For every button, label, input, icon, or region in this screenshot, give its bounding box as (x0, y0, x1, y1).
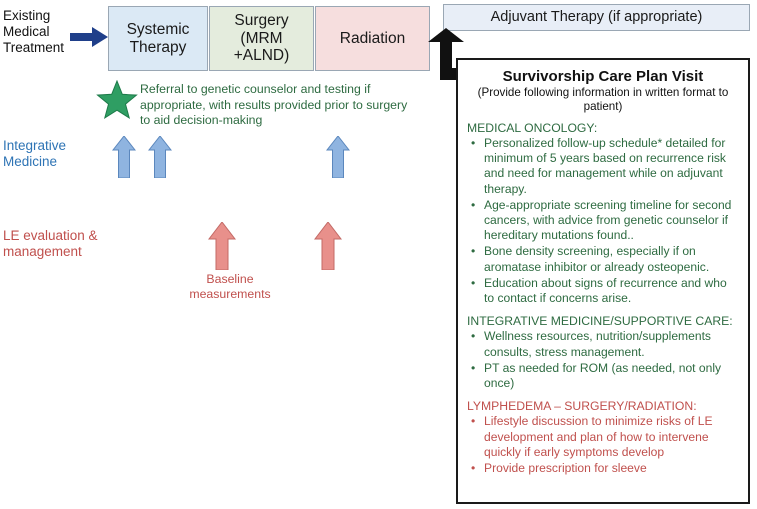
right-arrow-icon (70, 27, 108, 47)
label-existing-medical-treatment: Existing Medical Treatment (3, 8, 65, 55)
list-item: • Provide prescription for sleeve (482, 461, 739, 476)
label-baseline-measurements: Baseline measurements (189, 272, 271, 302)
red-up-arrow-icon (207, 222, 237, 270)
text-genetic-referral: Referral to genetic counselor and testing if appropriate, with results provided prior to surgery to aid decision-making (140, 82, 408, 128)
label-le-evaluation-management: LE evaluation & management (3, 228, 98, 259)
box-adjuvant-therapy: Adjuvant Therapy (if appropriate) (443, 4, 750, 31)
list-item: • Lifestyle discussion to minimize risks of LE development and plan of how to intervene quickly if early symptoms develop (482, 414, 739, 460)
section-list (467, 136, 739, 307)
box-radiation: Radiation (315, 6, 430, 71)
list-item: • Bone density screening, especially if on aromatase inhibitor or already osteopenic. (482, 244, 739, 274)
list-item: • Education about signs of recurrence and who to contact if concerns arise. (482, 276, 739, 306)
section-integrative-medicine (467, 314, 739, 391)
box-systemic-therapy: Systemic Therapy (108, 6, 208, 71)
box-surgery: Surgery (MRM +ALND) (209, 6, 314, 71)
section-heading: MEDICAL ONCOLOGY: (467, 120, 598, 135)
list-item: • Age-appropriate screening timeline for second cancers, with advice from genetic counselor if hereditary mutations found.. (482, 198, 739, 244)
panel-subtitle: (Provide following information in written format to patient) (477, 86, 729, 113)
panel-survivorship-care-plan (456, 58, 750, 504)
green-star-icon (96, 80, 138, 120)
list-item: • Personalized follow-up schedule* detailed for minimum of 5 years based on recurrence risk and need for management while on adjuvant therapy. (482, 136, 739, 197)
section-list (467, 329, 739, 391)
list-item: • PT as needed for ROM (as needed, not only once) (482, 361, 739, 391)
blue-up-arrow-icon (148, 136, 172, 178)
panel-title: Survivorship Care Plan Visit (502, 68, 704, 85)
section-heading: LYMPHEDEMA – SURGERY/RADIATION: (467, 399, 697, 414)
section-heading: INTEGRATIVE MEDICINE/SUPPORTIVE CARE: (467, 314, 733, 329)
label-integrative-medicine: Integrative Medicine (3, 138, 67, 169)
section-medical-oncology (467, 121, 739, 307)
blue-up-arrow-icon (112, 136, 136, 178)
blue-up-arrow-icon (326, 136, 350, 178)
red-up-arrow-icon (313, 222, 343, 270)
list-item: • Wellness resources, nutrition/supplements consults, stress management. (482, 329, 739, 359)
section-lymphedema (467, 399, 739, 476)
section-list (467, 414, 739, 476)
